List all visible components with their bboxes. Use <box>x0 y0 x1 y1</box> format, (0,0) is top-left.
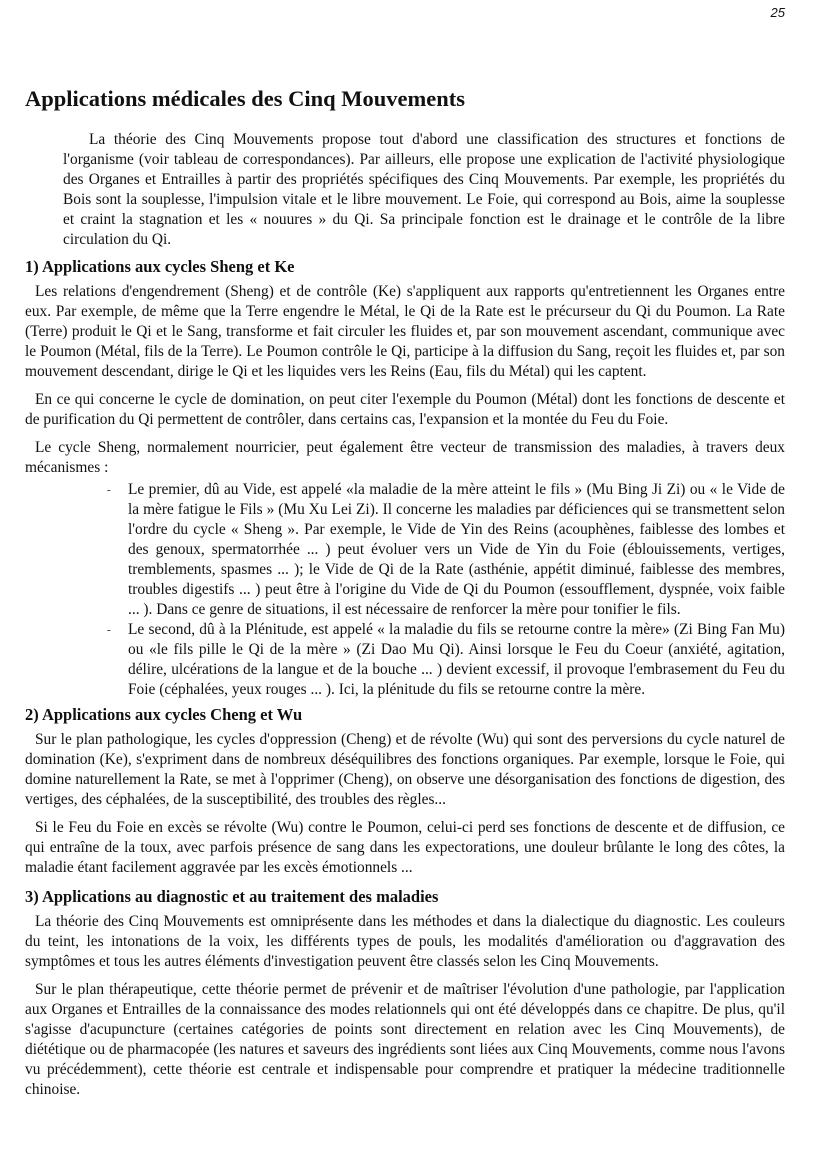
mechanism-list <box>25 480 785 700</box>
dash-bullet: - <box>107 484 111 496</box>
section-cheng-wu <box>25 704 785 878</box>
section-heading: 2) Applications aux cycles Cheng et Wu <box>25 705 303 724</box>
section-diagnostic <box>25 886 785 1100</box>
paragraph: Les relations d'engendrement (Sheng) et de contrôle (Ke) s'appliquent aux rapports qu'entretiennent les Organes entre eux. Par exemple, de même que la Terre engendre le Métal, le Qi de la Rate est le précurseur du Qi du Poumon. La Rate (Terre) produit le Qi et le Sang, transforme et fait circuler les fluides et, par son mouvement ascendant, communique avec le Poumon (Métal, fils de la Terre). Le Poumon contrôle le Qi, participe à la diffusion du Sang, reçoit les fluides et, par son mouvement descendant, dirige le Qi et les liquides vers les Reins (Eau, fils du Métal) qui les captent. <box>25 283 785 380</box>
paragraph: Sur le plan thérapeutique, cette théorie permet de prévenir et de maîtriser l'évolution d'une pathologie, par l'application aux Organes et Entrailles de la connaissance des modes relationnels qui ont été développés dans ce chapitre. De plus, qu'il s'agisse d'acupuncture (certaines catégories de points sont directement en relation avec les Cinq Mouvements), de diététique ou de pharmacopée (les natures et saveurs des ingrédients sont liées aux Cinq Mouvements, comme nous l'avons vu précédemment), cette théorie est centrale et indispensable pour comprendre et pratiquer la médecine traditionnelle chinoise. <box>25 981 785 1098</box>
list-item <box>107 620 785 700</box>
list-item <box>107 480 785 620</box>
document-body <box>25 85 785 1108</box>
paragraph: La théorie des Cinq Mouvements est omniprésente dans les méthodes et dans la dialectique du diagnostic. Les couleurs du teint, les intonations de la voix, les différents types de pouls, les modalités d'amélioration ou d'aggravation des symptômes et tous les autres éléments d'investigation peuvent être classés selon les Cinq Mouvements. <box>25 913 785 970</box>
paragraph: Si le Feu du Foie en excès se révolte (Wu) contre le Poumon, celui-ci perd ses fonctions de descente et de diffusion, ce qui entraîne de la toux, avec parfois présence de sang dans les expectorations, une douleur brûlante le long des côtes, la maladie étant facilement aggravée par les excès émotionnels ... <box>25 819 785 876</box>
section-heading: 1) Applications aux cycles Sheng et Ke <box>25 257 295 276</box>
section-sheng-ke <box>25 256 785 700</box>
dash-bullet: - <box>107 624 111 636</box>
intro-paragraph: La théorie des Cinq Mouvements propose tout d'abord une classification des structures et fonctions de l'organisme (voir tableau de correspondances). Par ailleurs, elle propose une explication de l'activité physiologique des Organes et Entrailles à partir des propriétés spécifiques des Cinq Mouvements. Par exemple, les propriétés du Bois sont la souplesse, l'impulsion vitale et le libre mouvement. Le Foie, qui correspond au Bois, aime la souplesse et craint la stagnation et les « nouures » du Qi. Sa principale fonction est le drainage et le contrôle de la libre circulation du Qi. <box>63 131 785 248</box>
page-title: Applications médicales des Cinq Mouvements <box>25 86 466 111</box>
list-item-text: Le second, dû à la Plénitude, est appelé « la maladie du fils se retourne contre la mère» (Zi Bing Fan Mu) ou «le fils pille le Qi de la mère » (Zi Dao Mu Qi). Ainsi lorsque le Feu du Coeur (anxiété, agitation, délire, ulcérations de la langue et de la bouche ... ) devient excessif, il provoque l'embrasement du Feu du Foie (céphalées, yeux rouges ... ). Ici, la plénitude du fils se retourne contre la mère. <box>128 621 785 698</box>
list-item-text: Le premier, dû au Vide, est appelé «la maladie de la mère atteint le fils » (Mu Bing Ji Zi) ou « le Vide de la mère fatigue le Fils » (Mu Xu Lei Zi). Il concerne les maladies par déficiences qui se transmettent selon l'ordre du cycle « Sheng ». Par exemple, le Vide de Yin des Reins (acouphènes, faiblesse des lombes et des genoux, spermatorrhée ... ) peut évoluer vers un Vide de Yin du Foie (éblouissements, vertiges, tremblements, spasmes ... ); le Vide de Qi de la Rate (asthénie, appétit diminué, faiblesse des membres, troubles digestifs ... ) peut être à l'origine du Vide de Qi du Poumon (essoufflement, dyspnée, voix faible ... ). Dans ce genre de situations, il est nécessaire de renforcer la mère pour tonifier le fils. <box>128 481 785 618</box>
page-number: 25 <box>770 5 785 20</box>
paragraph: Le cycle Sheng, normalement nourricier, peut également être vecteur de transmission des maladies, à travers deux mécanismes : <box>25 439 785 476</box>
paragraph: Sur le plan pathologique, les cycles d'oppression (Cheng) et de révolte (Wu) qui sont des perversions du cycle naturel de domination (Ke), s'expriment dans de nombreux déséquilibres des fonctions organiques. Par exemple, lorsque le Foie, qui domine naturellement la Rate, se met à l'opprimer (Cheng), on observe une désorganisation des fonctions de digestion, des vertiges, des céphalées, de la susceptibilité, des troubles des règles... <box>25 731 785 808</box>
paragraph: En ce qui concerne le cycle de domination, on peut citer l'exemple du Poumon (Métal) dont les fonctions de descente et de purification du Qi permettent de contrôler, dans certains cas, l'expansion et la montée du Feu du Foie. <box>25 391 785 428</box>
section-heading: 3) Applications au diagnostic et au traitement des maladies <box>25 887 439 906</box>
